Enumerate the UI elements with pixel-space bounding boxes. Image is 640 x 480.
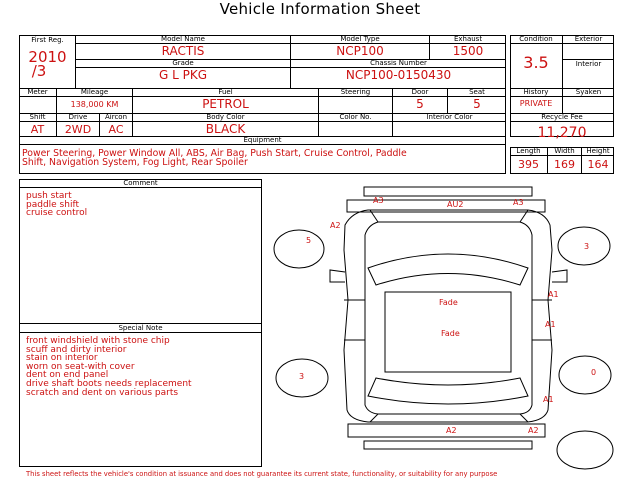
width-value: 169 bbox=[554, 158, 575, 171]
fuel-value: PETROL bbox=[202, 97, 249, 111]
damage-mark-front-right: A3 bbox=[513, 198, 524, 207]
disclaimer-footer: This sheet reflects the vehicle's condition at issuance and does not guarantee its current state, functionality, or suitability for any purpose bbox=[26, 470, 498, 478]
model-type-label: Model Type bbox=[340, 35, 380, 43]
color-no-label: Color No. bbox=[339, 113, 372, 121]
damage-mark-front-left-fender: A2 bbox=[330, 221, 341, 230]
exhaust-value: 1500 bbox=[452, 44, 484, 58]
aircon-value: AC bbox=[108, 123, 124, 136]
special-note-line: dent on end panel bbox=[26, 370, 109, 381]
mileage-value: 138,000 KM bbox=[70, 100, 119, 109]
damage-mark-roof-front: Fade bbox=[439, 298, 458, 307]
model-type-value: NCP100 bbox=[336, 44, 384, 58]
recycle-fee-value: 11,270 bbox=[537, 125, 587, 141]
mileage-label: Mileage bbox=[80, 88, 109, 96]
special-note-line: stain on interior bbox=[26, 353, 98, 364]
syaken-label: Syaken bbox=[575, 88, 602, 96]
equipment-line-2: Shift, Navigation System, Fog Light, Rear Spoiler bbox=[22, 157, 248, 168]
grade-value: G L PKG bbox=[158, 68, 208, 82]
special-note-text bbox=[26, 337, 192, 397]
height-value: 164 bbox=[587, 158, 609, 171]
first-reg-label: First Reg. bbox=[31, 36, 64, 44]
shift-value: AT bbox=[30, 123, 45, 136]
damage-mark-left-front-wheel: 5 bbox=[306, 236, 312, 245]
condition-value: 3.5 bbox=[523, 53, 549, 72]
page-title: Vehicle Information Sheet bbox=[219, 0, 421, 18]
damage-mark-left-rear-wheel: 3 bbox=[299, 372, 305, 381]
damage-mark-right-quarter: A1 bbox=[543, 395, 554, 404]
comment-line: cruise control bbox=[26, 208, 88, 219]
special-note-line: scuff and dirty interior bbox=[26, 344, 127, 355]
damage-mark-front-left: A3 bbox=[373, 196, 384, 205]
condition-label: Condition bbox=[519, 35, 553, 43]
length-label: Length bbox=[516, 147, 541, 155]
special-note-line: front windshield with stone chip bbox=[26, 336, 170, 346]
length-value: 395 bbox=[518, 158, 539, 171]
damage-mark-right-front-wheel: 3 bbox=[584, 242, 590, 251]
seat-label: Seat bbox=[469, 88, 485, 96]
special-note-line: drive shaft boots needs replacement bbox=[26, 378, 192, 389]
exhaust-label: Exhaust bbox=[453, 35, 483, 43]
history-value: PRIVATE bbox=[519, 99, 553, 108]
door-label: Door bbox=[411, 88, 429, 96]
recycle-fee-label: Recycle Fee bbox=[541, 113, 583, 121]
meter-label: Meter bbox=[27, 88, 48, 96]
comment-text bbox=[26, 192, 87, 218]
drive-label: Drive bbox=[68, 113, 88, 121]
damage-mark-rear-center: A2 bbox=[446, 426, 457, 435]
seat-value: 5 bbox=[473, 97, 481, 111]
body-color-label: Body Color bbox=[206, 113, 245, 121]
damage-mark-rear-right: A2 bbox=[528, 426, 539, 435]
comment-line: push start bbox=[26, 191, 72, 201]
damage-mark-right-rear-wheel: 0 bbox=[591, 368, 597, 377]
body-color-value: BLACK bbox=[205, 122, 246, 136]
aircon-label: Aircon bbox=[104, 113, 128, 121]
damage-mark-front-center: AU2 bbox=[447, 200, 464, 209]
model-name-label: Model Name bbox=[161, 35, 205, 43]
car-damage-diagram bbox=[270, 180, 615, 475]
history-label: History bbox=[523, 88, 549, 96]
chassis-number-label: Chassis Number bbox=[370, 59, 427, 67]
equipment-line-1: Power Steering, Power Window All, ABS, Air Bag, Push Start, Cruise Control, Paddle bbox=[22, 148, 407, 159]
drive-value: 2WD bbox=[64, 123, 92, 136]
grade-label: Grade bbox=[172, 59, 194, 67]
special-note-line: worn on seat-with cover bbox=[26, 361, 135, 372]
first-reg-year: 2010 bbox=[28, 48, 67, 66]
equipment-label: Equipment bbox=[243, 136, 282, 144]
comment-label: Comment bbox=[123, 179, 158, 187]
damage-mark-right-front-door: A1 bbox=[548, 290, 559, 299]
fuel-label: Fuel bbox=[218, 88, 233, 96]
damage-mark-right-rear-door: A1 bbox=[545, 320, 556, 329]
width-label: Width bbox=[554, 147, 575, 155]
model-name-value: RACTIS bbox=[161, 44, 205, 58]
exterior-label: Exterior bbox=[574, 35, 603, 43]
first-reg-month: /3 bbox=[31, 62, 47, 80]
shift-label: Shift bbox=[29, 113, 46, 121]
damage-mark-roof-rear: Fade bbox=[441, 329, 460, 338]
height-label: Height bbox=[586, 147, 610, 155]
interior-color-label: Interior Color bbox=[426, 113, 473, 121]
comment-line: paddle shift bbox=[26, 199, 79, 210]
special-note-line: scratch and dent on various parts bbox=[26, 387, 179, 398]
steering-label: Steering bbox=[340, 88, 371, 96]
chassis-number-value: NCP100-0150430 bbox=[345, 68, 452, 82]
door-value: 5 bbox=[416, 97, 424, 111]
special-note-label: Special Note bbox=[118, 324, 163, 332]
interior-label: Interior bbox=[575, 60, 602, 68]
